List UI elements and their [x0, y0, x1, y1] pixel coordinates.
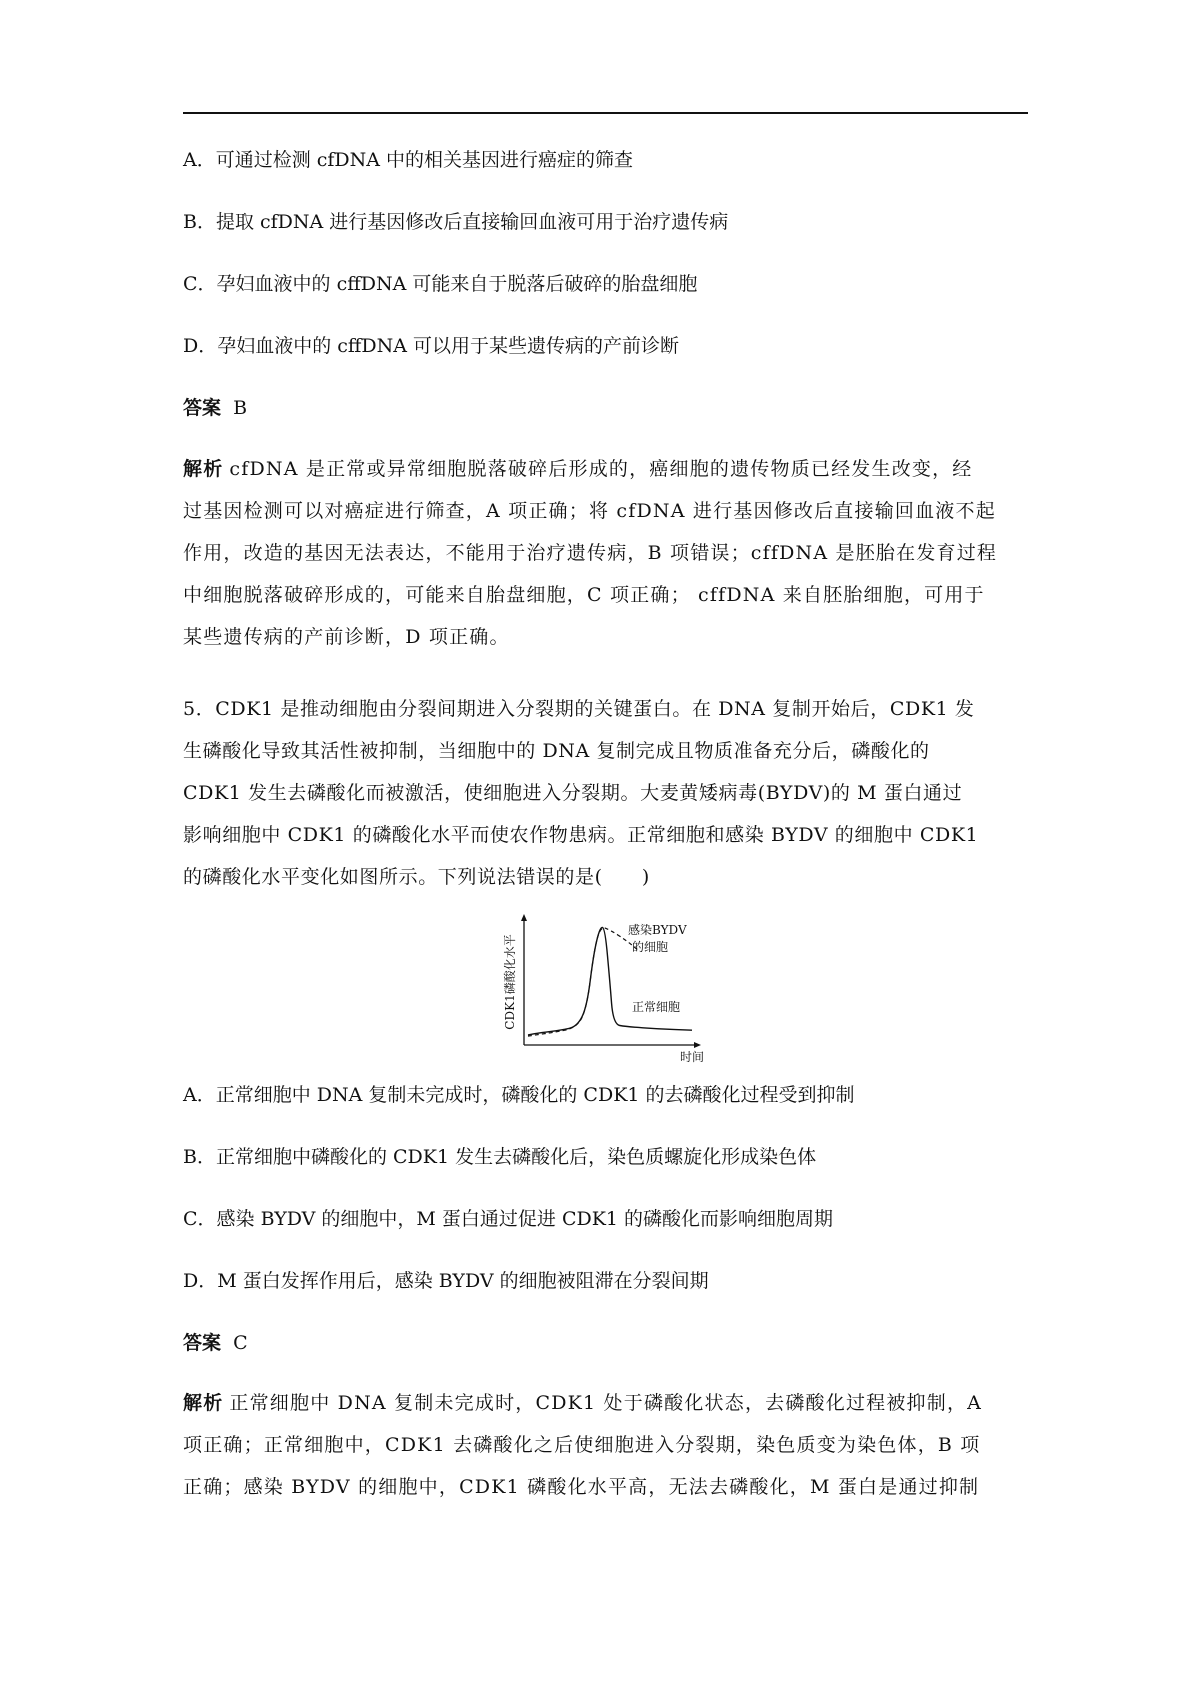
q5-stem-line: 生磷酸化导致其活性被抑制，当细胞中的 DNA 复制完成且物质准备充分后，磷酸化的 [183, 740, 930, 762]
series-infected-cell-line [528, 928, 638, 1036]
q4-answer-label: 答案 [183, 397, 222, 419]
q4-analysis-line: cfDNA 是正常或异常细胞脱落破碎后形成的，癌细胞的遗传物质已经发生改变，经 [229, 458, 973, 480]
q4-analysis-line: 某些遗传病的产前诊断，D 项正确。 [183, 626, 510, 648]
q4-analysis-label: 解析 [183, 458, 224, 480]
annotation-infected-1: 感染BYDV [628, 923, 687, 937]
x-axis-arrow [694, 1042, 701, 1048]
y-axis-label: CDK1磷酸化水平 [503, 934, 517, 1030]
q5-analysis-line: 项正确；正常细胞中，CDK1 去磷酸化之后使细胞进入分裂期，染色质变为染色体，B 项 [183, 1434, 981, 1456]
q4-option-a: A．可通过检测 cfDNA 中的相关基因进行癌症的筛查 [183, 149, 634, 171]
annotation-normal: 正常细胞 [632, 1000, 681, 1014]
q5-analysis [183, 1382, 1028, 1508]
q4-analysis-line: 作用，改造的基因无法表达，不能用于治疗遗传病，B 项错误；cffDNA 是胚胎在发育过程 [183, 542, 998, 564]
q4-answer-value: B [233, 397, 248, 419]
y-axis-arrow [521, 914, 527, 921]
x-axis-label: 时间 [680, 1050, 705, 1064]
q5-option-b: B．正常细胞中磷酸化的 CDK1 发生去磷酸化后，染色质螺旋化形成染色体 [183, 1146, 817, 1168]
q5-analysis-label: 解析 [183, 1392, 224, 1414]
q5-option-c: C．感染 BYDV 的细胞中，M 蛋白通过促进 CDK1 的磷酸化而影响细胞周期 [183, 1208, 834, 1230]
q5-option-a: A．正常细胞中 DNA 复制未完成时，磷酸化的 CDK1 的去磷酸化过程受到抑制 [183, 1084, 855, 1106]
q4-option-d: D．孕妇血液中的 cffDNA 可以用于某些遗传病的产前诊断 [183, 335, 680, 357]
q5-answer-label: 答案 [183, 1332, 222, 1354]
q5-answer-value: C [233, 1332, 248, 1354]
q5-analysis-line: 正常细胞中 DNA 复制未完成时，CDK1 处于磷酸化状态，去磷酸化过程被抑制，A [229, 1392, 983, 1414]
q5-answer [183, 1331, 248, 1355]
annotation-infected-2: 的细胞 [632, 940, 669, 954]
header-rule [183, 112, 1028, 114]
q5-option-d: D．M 蛋白发挥作用后，感染 BYDV 的细胞被阻滞在分裂间期 [183, 1270, 709, 1292]
q4-analysis-line: 中细胞脱落破碎形成的，可能来自胎盘细胞，C 项正确； cffDNA 来自胚胎细胞，可用于 [183, 584, 985, 606]
q4-option-c: C．孕妇血液中的 cffDNA 可能来自于脱落后破碎的胎盘细胞 [183, 273, 698, 295]
q5-stem-line: 5．CDK1 是推动细胞由分裂间期进入分裂期的关键蛋白。在 DNA 复制开始后，CDK1 发 [183, 698, 975, 720]
q5-stem [183, 688, 1028, 898]
q4-answer [183, 396, 247, 420]
q5-stem-line: 的磷酸化水平变化如图所示。下列说法错误的是( ) [183, 866, 650, 888]
q4-analysis-line: 过基因检测可以对癌症进行筛查，A 项正确；将 cfDNA 进行基因修改后直接输回血液不起 [183, 500, 996, 522]
cdk1-phosphorylation-chart [492, 910, 732, 1070]
q5-analysis-line: 正确；感染 BYDV 的细胞中，CDK1 磷酸化水平高，无法去磷酸化，M 蛋白是通过抑制 [183, 1476, 980, 1498]
q5-stem-line: 影响细胞中 CDK1 的磷酸化水平而使农作物患病。正常细胞和感染 BYDV 的细胞中 CDK1 [183, 824, 979, 846]
q5-stem-line: CDK1 发生去磷酸化而被激活，使细胞进入分裂期。大麦黄矮病毒(BYDV)的 M 蛋白通过 [183, 782, 963, 804]
q4-option-b: B．提取 cfDNA 进行基因修改后直接输回血液可用于治疗遗传病 [183, 211, 729, 233]
q4-analysis [183, 448, 1028, 658]
